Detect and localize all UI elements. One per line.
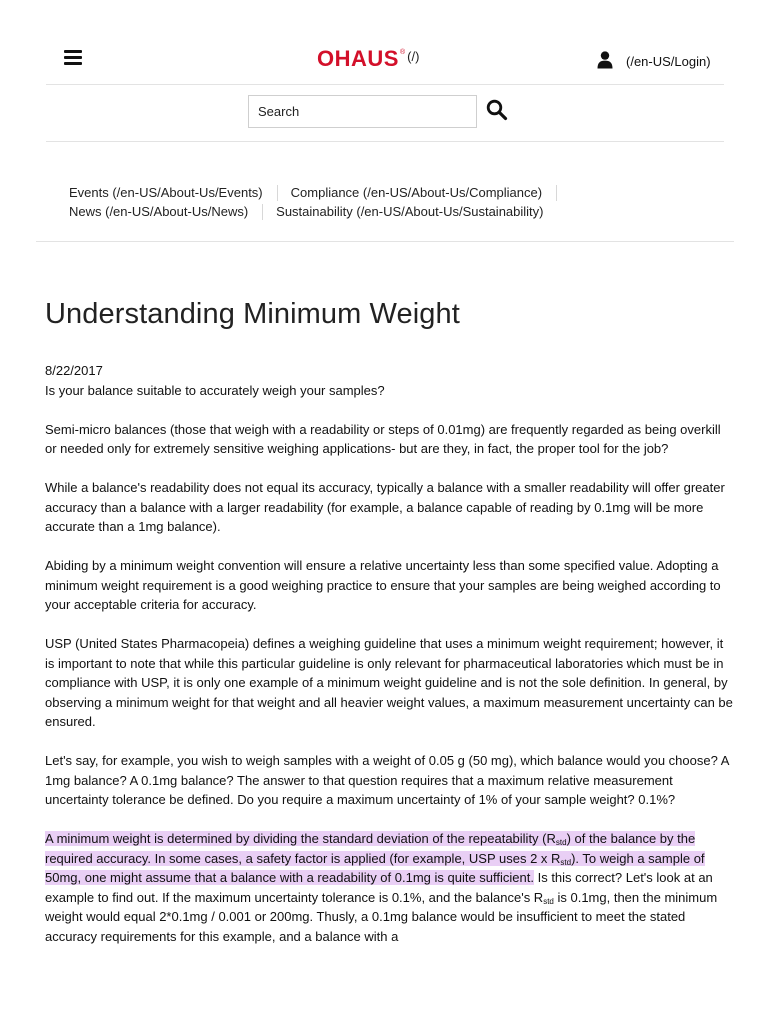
paragraph-semi-micro: Semi-micro balances (those that weigh with a readability or steps of 0.01mg) are frequently regarded as being overkill or needed only for extremely sensitive weighing applications- but are they, in fact, the proper tool for the job? [45, 421, 721, 456]
user-icon [597, 51, 613, 69]
subnav-divider [36, 241, 734, 242]
page-title: Understanding Minimum Weight [45, 298, 460, 330]
subnav-separator [277, 185, 278, 201]
subnav-item-news[interactable]: News (/en-US/About-Us/News) [69, 204, 249, 219]
search-input[interactable] [249, 96, 476, 127]
subnav-item-compliance[interactable]: Compliance (/en-US/About-Us/Compliance) [290, 185, 543, 200]
paragraph-minimum-weight: A minimum weight is determined by dividing the standard deviation of the repeatability $(R_{std})$ of the balance by the required accuracy. In some cases, a safety factor is applied (for example, USP uses 2 x $R_{std}$). To weigh a sample of 50mg, one might assume that a balance with a readability of 0.1mg is quite sufficient. Is this correct? Let's look at an example to find out. If the maximum uncertainty tolerance is 0.1%, and the balance's $R_{std}$ is 0.1mg, then the minimum weight would equal 2*0.1mg / 0.001 or 200mg. Thusly, a 0.1mg balance would be insufficient to meet the stated accuracy requirements for this example, and a balance with a [45, 831, 718, 944]
subnav-item-sustainability[interactable]: Sustainability (/en-US/About-Us/Sustainability) [276, 204, 544, 219]
paragraph-readability: While a balance's readability does not equal its accuracy, typically a balance with a smaller readability will offer greater accuracy than a balance with a larger readability (for example, a balance capable of reading by 0.1mg will be more accurate than a 1mg balance). [45, 480, 725, 534]
site-header [0, 0, 768, 84]
highlighted-text: A minimum weight is determined by dividing the standard deviation of the repeatability $(R_{std})$ of the balance by the required accuracy. In some cases, a safety factor is applied (for example, USP uses 2 x $R_{std}$). To weigh a sample of 50mg, one might assume that a balance with a readability of 0.1mg is quite sufficient. [45, 831, 705, 885]
subnav-separator [556, 185, 557, 201]
menu-icon[interactable] [64, 50, 82, 66]
article-date: 8/22/2017 [45, 363, 103, 378]
paragraph-example: Let's say, for example, you wish to weigh samples with a weight of 0.05 g (50 mg), which balance would you choose? A 1mg balance? A 0.1mg balance? The answer to that question requires that a maximum relative measurement uncertainty tolerance be defined. Do you require a maximum uncertainty of 1% of your sample weight? 0.1%? [45, 753, 729, 807]
paragraph-convention: Abiding by a minimum weight convention will ensure a relative uncertainty less than some specified value. Adopting a minimum weight requirement is a good weighing practice to ensure that your samples are being weighed according to your acceptable criteria for accuracy. [45, 558, 721, 612]
ohaus-logo[interactable] [317, 46, 419, 72]
subnav-separator [262, 204, 263, 220]
about-subnav [69, 183, 570, 221]
paragraph-usp: USP (United States Pharmacopeia) defines a weighing guideline that uses a minimum weight requirement; however, it is important to note that while this particular guideline is only relevant for pharmaceutical laboratories which must be in compliance with USP, it is only one example of a minimum weight guideline and is not the sole definition. In general, by observing a minimum weight for that weight and all heavier weight values, a maximum measurement uncertainty can be ensured. [45, 636, 733, 729]
subnav-item-events[interactable]: Events (/en-US/About-Us/Events) [69, 185, 263, 200]
search-divider [46, 141, 724, 142]
logo-link-text: (/) [407, 49, 420, 64]
search-icon[interactable] [486, 99, 510, 123]
logo-registered-mark: ® [399, 49, 406, 56]
login-link[interactable] [597, 50, 711, 69]
search-box [248, 95, 477, 128]
logo-wordmark: OHAUS [317, 46, 399, 71]
article-body [45, 361, 735, 966]
header-divider [46, 84, 724, 85]
article-subtitle: Is your balance suitable to accurately weigh your samples? [45, 382, 385, 398]
login-label: (/en-US/Login) [626, 54, 711, 69]
